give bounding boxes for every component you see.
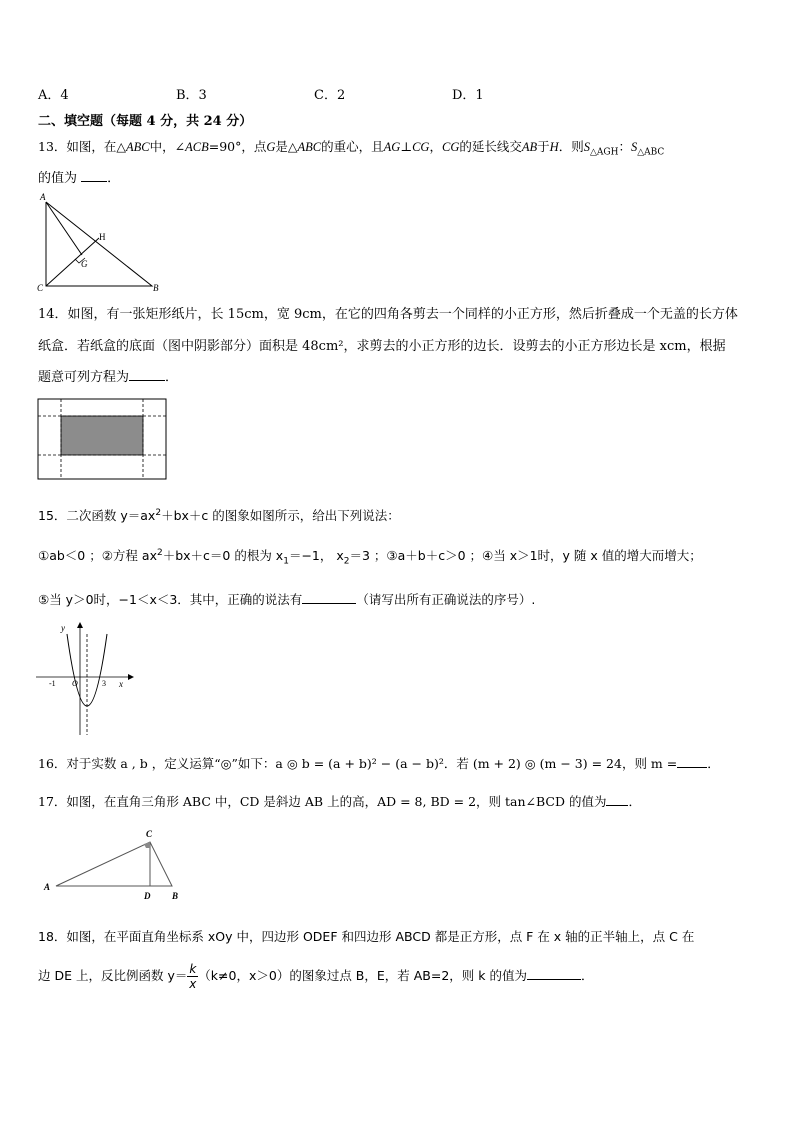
q15-figure	[36, 620, 136, 738]
q17-figure	[40, 826, 190, 904]
x-axis-arrow	[128, 674, 134, 680]
q18-line1: 18．如图，在平面直角坐标系 xOy 中，四边形 ODEF 和四边形 ABCD 都是正方形，点 F 在 x 轴的正半轴上，点 C 在	[38, 929, 695, 944]
option-a: A．4	[38, 88, 69, 103]
fig13-label-c: C	[37, 283, 44, 293]
triangle-abc	[46, 202, 152, 286]
fig13-label-b: B	[153, 283, 159, 293]
q15-line1: 15．二次函数 $y=ax^2+bx+c$ 的图象如图所示，给出下列说法：	[38, 507, 400, 523]
q14-line1: 14．如图，有一张矩形纸片，长 15cm，宽 9cm，在它的四角各剪去一个同样的小正方形，然后折叠成一个无盖的长方体	[38, 307, 738, 322]
y-axis-arrow	[77, 622, 83, 628]
q16-line: 16．对于实数 a , b ，定义运算“◎”如下：a ◎ b = (a + b)² − (a − b)²．若 (m + 2) ◎ (m − 3) = 24，则 m = ．	[38, 756, 720, 771]
section-heading: 二、填空题（每题 4 分，共 24 分）	[38, 114, 253, 129]
fig13-label-g: G	[81, 259, 88, 269]
q17-line: 17．如图，在直角三角形 ABC 中，CD 是斜边 AB 上的高，AD = 8, BD = 2，则 tan∠BCD 的值为 ．	[38, 794, 641, 809]
q18-answer-blank[interactable]	[527, 967, 581, 980]
fig15-label-o: O	[72, 679, 78, 688]
fig15-label-3: 3	[102, 679, 106, 688]
q14-line2: 纸盒．若纸盒的底面（图中阴影部分）面积是 48cm²，求剪去的小正方形的边长．设剪去的小正方形边长是 xcm，根据	[38, 339, 726, 354]
fig13-label-a: A	[40, 192, 46, 202]
q13-line1: 13．如图，在△ABC中，∠ACB=90°，点G是△ABC的重心，且AG⊥CG，CG的延长线交AB于H．则$S_{\triangle AGH}$：$S_{\triangle ABC}$	[38, 139, 665, 158]
fig17-label-a: A	[44, 882, 51, 892]
q14-line3: 题意可列方程为 ．	[38, 370, 179, 385]
q16-answer-blank[interactable]	[677, 755, 707, 768]
fig15-label-neg1: -1	[49, 679, 56, 688]
fig17-label-c: C	[146, 829, 153, 839]
option-c: C．2	[314, 88, 346, 103]
segment-ch	[46, 238, 99, 286]
q14-answer-blank[interactable]	[129, 368, 165, 381]
fraction-k-over-x: $\frac{k}{x}$	[189, 962, 197, 991]
triangle-abc	[56, 842, 172, 886]
fig15-label-x: x	[119, 679, 123, 689]
option-d: D．1	[452, 88, 484, 103]
fig13-label-h: H	[99, 232, 106, 242]
q15-line2: ①ab＜0 ；②方程 $ax^2+bx+c=0$ 的根为 $x_1=-1$， $x_2=3$ ；③a＋b＋c＞0 ；④当 x＞1时，y 随 x 值的增大而增大；	[38, 547, 702, 567]
q13-answer-blank[interactable]	[81, 169, 107, 182]
q17-answer-blank[interactable]	[606, 793, 628, 806]
q15-line3: ⑤当 y＞0时，−1＜x＜3．其中，正确的说法有 （请写出所有正确说法的序号）.	[38, 592, 536, 607]
option-b: B．3	[176, 88, 207, 103]
q13-figure	[36, 192, 166, 292]
q13-line2: 的值为 ．	[38, 171, 121, 186]
segment-ag	[46, 202, 82, 255]
shaded-base	[61, 416, 143, 455]
q15-answer-blank[interactable]	[302, 591, 356, 604]
fig15-label-y: y	[61, 623, 65, 633]
q18-line2: 边 DE 上，反比例函数 y＝ $\frac{k}{x}$ （k≠0，x＞0）的图象过点 B，E，若 AB=2，则 k 的值为 ．	[38, 962, 594, 991]
q14-figure	[37, 398, 169, 482]
fig17-label-b: B	[172, 891, 179, 901]
fig17-label-d: D	[144, 891, 151, 901]
